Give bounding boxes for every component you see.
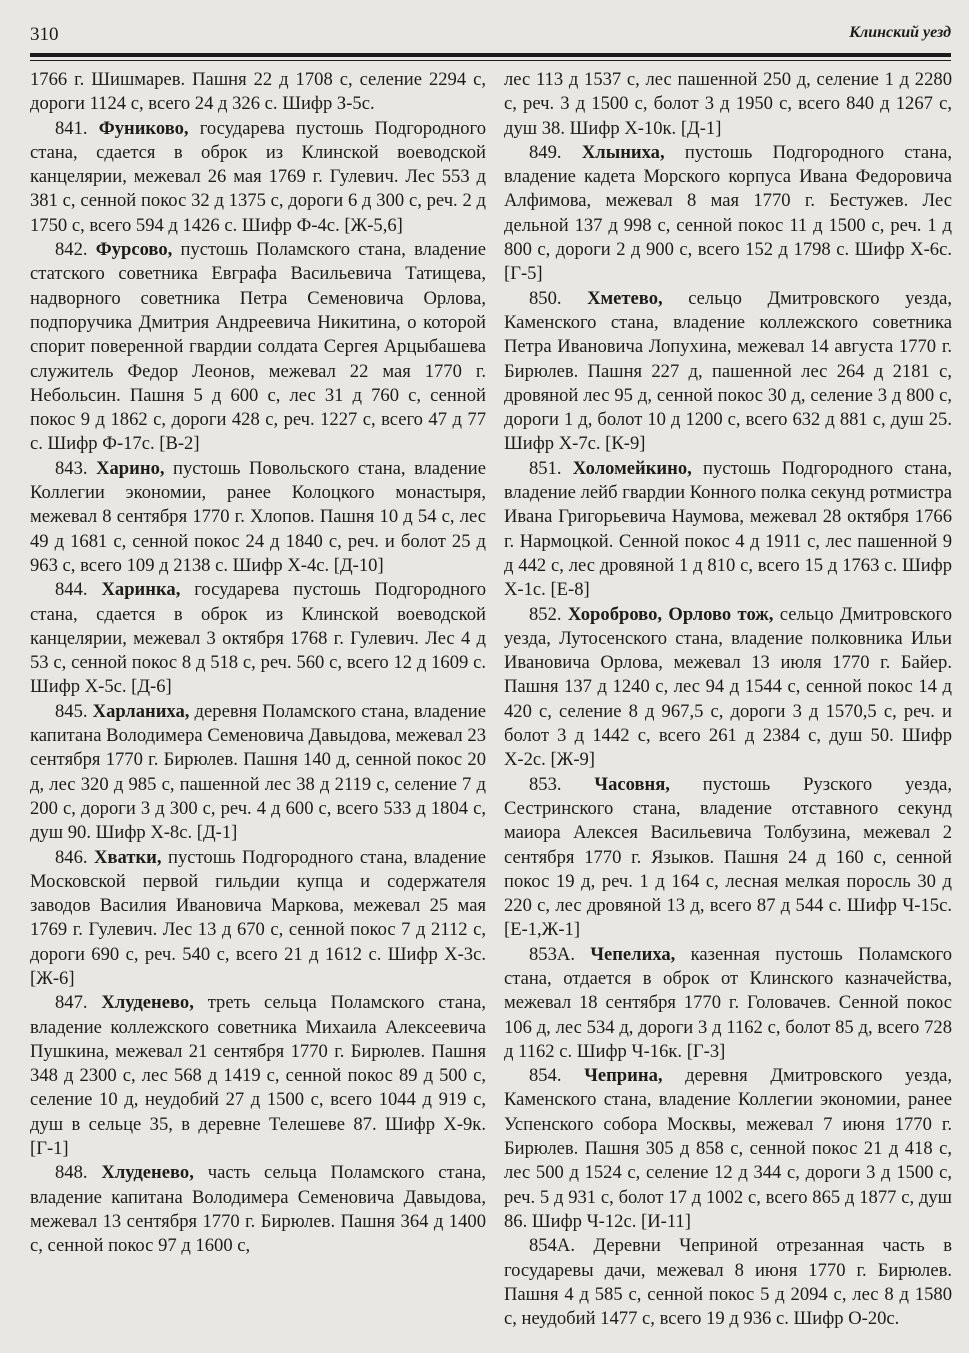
entry-paragraph (504, 287, 952, 457)
entry-number: 842. (55, 239, 88, 261)
entry-text: пустошь Подгородного стана, владение кадета Морского корпуса Ивана Федоровича Алфимова, межевал 8 мая 1770 г. Бестужев. Лес дельной 137 д 998 с, сенной покос 11 д 1500 с, реч. 1 д 800 с, дороги 2 д 900 с, всего 152 д 1798 с. Шифр Х-6с. [Г-5] (504, 141, 952, 285)
entry-text: пустошь Повольского стана, владение Коллегии экономии, ранее Колоцкого монастыря, межевал 8 сентября 1770 г. Хлопов. Пашня 10 д 54 с, лес 49 д 1681 с, сенной покос 24 д 1840 с, реч. и болот 25 д 963 с, всего 109 д 2138 с. Шифр Х-4с. [Д-10] (30, 457, 487, 576)
entry-paragraph (504, 603, 952, 773)
header-rule-thin (30, 60, 951, 61)
entry-text: 1766 г. Шишмарев. Пашня 22 д 1708 с, селение 2294 с, дороги 1124 с, всего 24 д 326 с. Шифр З-5с. (30, 69, 486, 115)
entry-name: Чепелиха, (590, 943, 676, 965)
entry-name: Холомейкино, (572, 457, 692, 479)
entry-text: государева пустошь Подгородного стана, сдается в оброк из Клинской воеводской канцелярии, межевал 26 мая 1769 г. Гулевич. Лес 553 д 381 с, сенной покос 32 д 1375 с, дороги 6 д 300 с, реч. 2 д 1750 с, всего 594 д 1426 с. Шифр Ф-4с. [Ж-5,6] (30, 117, 486, 236)
running-title: Клинский уезд (849, 24, 951, 41)
entry-name: Харланиха, (92, 700, 190, 722)
entry-paragraph (30, 238, 486, 457)
entry-number: 852. (529, 603, 562, 625)
entry-text: пустошь Подгородного стана, владение Московской первой гильдии купца и содержателя заводов Василия Ивановича Маркова, межевал 25 мая 1769 г. Гулевич. Лес 13 д 670 с, сенной покос 7 д 2112 с, дороги 690 с, реч. 540 с, всего 21 д 1612 с. Шифр Х-3с. [Ж-6] (30, 846, 486, 989)
entry-number: 853А. (529, 943, 575, 965)
entry-number: 844. (55, 579, 88, 601)
entry-name: Фуниково, (98, 117, 189, 139)
entry-text: часть сельца Поламского стана, владение капитана Володимера Семеновича Давыдова, межевал 13 сентября 1770 г. Бирюлев. Пашня 364 д 1400 с, сенной покос 97 д 1600 с, (30, 1162, 486, 1257)
entry-number: 849. (529, 141, 562, 163)
header-rule-thick (30, 53, 951, 57)
entry-number: 847. (55, 992, 88, 1014)
entry-number: 841. (55, 117, 88, 139)
entry-name: Хороброво, Орлово тож, (567, 603, 774, 625)
entry-name: Фурсово, (95, 239, 173, 261)
entry-text: деревня Дмитровского уезда, Каменского стана, владение Коллегии экономии, ранее Успенского собора Москвы, межевал 7 июня 1770 г. Бирюлев. Пашня 305 д 858 с, сенной покос 21 д 418 с, лес 500 д 1524 с, селение 12 д 344 с, дороги 3 д 1500 с, реч. 5 д 931 с, болот 17 д 1002 с, всего 865 д 1877 с, душ 86. Шифр Ч-12с. [И-11] (504, 1065, 952, 1232)
entry-name: Часовня, (594, 773, 670, 795)
entry-paragraph (30, 578, 486, 699)
entry-name: Хлыниха, (581, 141, 665, 163)
entry-name: Чеприна, (584, 1065, 663, 1087)
entry-text: сельцо Дмитровского уезда, Лутосенского стана, владение полковника Ильи Ивановича Орлова, межевал 13 июля 1770 г. Байер. Пашня 137 д 1240 с, лес 94 д 1544 с, сенной покос 14 д 420 с, селение 8 д 967,5 с, дороги 3 д 1570,5 с, реч. и болот 3 д 1442 с, всего 261 д 2384 с, душ 50. Шифр Х-2с. [Ж-9] (504, 603, 952, 771)
entry-number: 850. (529, 287, 562, 309)
entry-paragraph (504, 773, 952, 943)
entry-number: 846. (55, 846, 88, 868)
page-number: 310 (30, 24, 59, 45)
entry-paragraph (30, 457, 486, 578)
entry-number: 854А. (529, 1235, 575, 1257)
entry-paragraph (504, 1234, 952, 1331)
entry-text: казенная пустошь Поламского стана, отдается в оброк от Клинского казначейства, межевал 18 сентября 1770 г. Головачев. Сенной покос 106 д, лес 534 д, дороги 3 д 1162 с, болот 85 д, всего 728 д 1162 с. Шифр Ч-16к. [Г-3] (504, 943, 952, 1062)
entry-text: государева пустошь Подгородного стана, сдается в оброк из Клинской воеводской канцелярии, межевал 3 октября 1768 г. Гулевич. Лес 4 д 53 с, сенной покос 8 д 518 с, реч. 560 с, всего 12 д 1609 с. Шифр Х-5с. [Д-6] (30, 579, 486, 698)
entry-paragraph (30, 68, 486, 117)
entry-text: пустошь Рузского уезда, Сестринского стана, владение отставного секунд маиора Алексея Васильевича Толбузина, межевал 2 сентября 1770 г. Языков. Пашня 24 д 160 с, сенной покос 19 д, реч. 1 д 164 с, лесная мелкая поросль 30 д 220 с, лес дровяной 13 д, всего 87 д 544 с. Шифр Ч-15с. [Е-1,Ж-1] (504, 773, 952, 941)
entry-name: Хлуденево, (101, 1162, 194, 1184)
entry-text: деревня Поламского стана, владение капитана Володимера Семеновича Давыдова, межевал 23 сентября 1770 г. Бирюлев. Пашня 140 д, сенной покос 20 д, лес 320 д 985 с, пашенной лес 38 д 2119 с, селение 7 д 200 с, дороги 3 д 300 с, реч. 4 д 600 с, всего 533 д 1804 с, душ 90. Шифр Х-8с. [Д-1] (30, 700, 486, 844)
entry-text: сельцо Дмитровского уезда, Каменского стана, владение коллежского советника Петра Ивановича Лопухина, межевал 14 августа 1770 г. Бирюлев. Пашня 227 д, пашенной лес 264 д 2181 с, дровяной лес 95 д, сенной покос 30 д, селение 3 д 800 с, дороги 1 д, болот 10 д 1200 с, всего 632 д 881 с, душ 25. Шифр Х-7с. [К-9] (504, 287, 952, 455)
entry-number: 853. (529, 773, 562, 795)
entry-text: лес 113 д 1537 с, лес пашенной 250 д, селение 1 д 2280 с, реч. 3 д 1500 с, болот 3 д 1950 с, всего 840 д 1267 с, душ 38. Шифр Х-10к. [Д-1] (504, 69, 952, 139)
right-column (504, 68, 952, 1331)
entry-paragraph (30, 117, 486, 238)
entry-paragraph (30, 700, 486, 846)
entry-name: Харинка, (101, 579, 181, 601)
entry-paragraph (504, 943, 952, 1064)
entry-paragraph (30, 991, 486, 1161)
entry-number: 845. (55, 700, 88, 722)
entry-number: 854. (529, 1065, 562, 1087)
entry-text: пустошь Поламского стана, владение статского советника Евграфа Васильевича Татищева, надворного советника Петра Семеновича Орлова, подпоручика Дмитрия Андреевича Никитина, о которой спорит поверенной гвардии солдата Сергея Арцыбашева служитель Федор Леонов, межевал 22 мая 1770 г. Небольсин. Пашня 5 д 600 с, лес 31 д 760 с, сенной покос 9 д 1862 с, дороги 428 с, реч. 1227 с, всего 47 д 77 с. Шифр Ф-17с. [В-2] (30, 239, 486, 455)
entry-paragraph (30, 846, 486, 992)
entry-paragraph (504, 1064, 952, 1234)
entry-paragraph (30, 1161, 486, 1258)
entry-name: Хлуденево, (101, 992, 194, 1014)
entry-text: треть сельца Поламского стана, владение коллежского советника Михаила Алексеевича Пушкина, межевал 21 сентября 1770 г. Бирюлев. Пашня 348 д 2300 с, лес 568 д 1419 с, сенной покос 89 д 500 с, селение 10 д, неудобий 27 д 1500 с, всего 1044 д 919 с, душ в сельце 35, в деревне Телешеве 87. Шифр Х-9к. [Г-1] (30, 992, 486, 1160)
entry-name: Хметево, (587, 287, 663, 309)
entry-number: 851. (529, 457, 562, 479)
left-column (30, 68, 486, 1259)
entry-paragraph (504, 457, 952, 603)
entry-name: Харино, (96, 457, 165, 479)
page-header (30, 20, 951, 50)
entry-number: 843. (55, 457, 88, 479)
entry-name: Хватки, (94, 846, 162, 868)
entry-text: Деревни Чеприной отрезанная часть в государевы дачи, межевал 8 июня 1770 г. Бирюлев. Пашня 4 д 585 с, сенной покос 5 д 2094 с, лес 8 д 1580 с, неудобий 1477 с, всего 19 д 936 с. Шифр О-20с. (504, 1235, 952, 1330)
entry-paragraph (504, 68, 952, 141)
entry-paragraph (504, 141, 952, 287)
entry-number: 848. (55, 1162, 88, 1184)
entry-text: пустошь Подгородного стана, владение лейб гвардии Конного полка секунд ротмистра Ивана Григорьевича Наумова, межевал 28 октября 1766 г. Нармоцкой. Сенной покос 4 д 1911 с, лес пашенной 9 д 442 с, лес дровяной 1 д 810 с, всего 15 д 1763 с. Шифр Х-1с. [Е-8] (504, 457, 952, 601)
